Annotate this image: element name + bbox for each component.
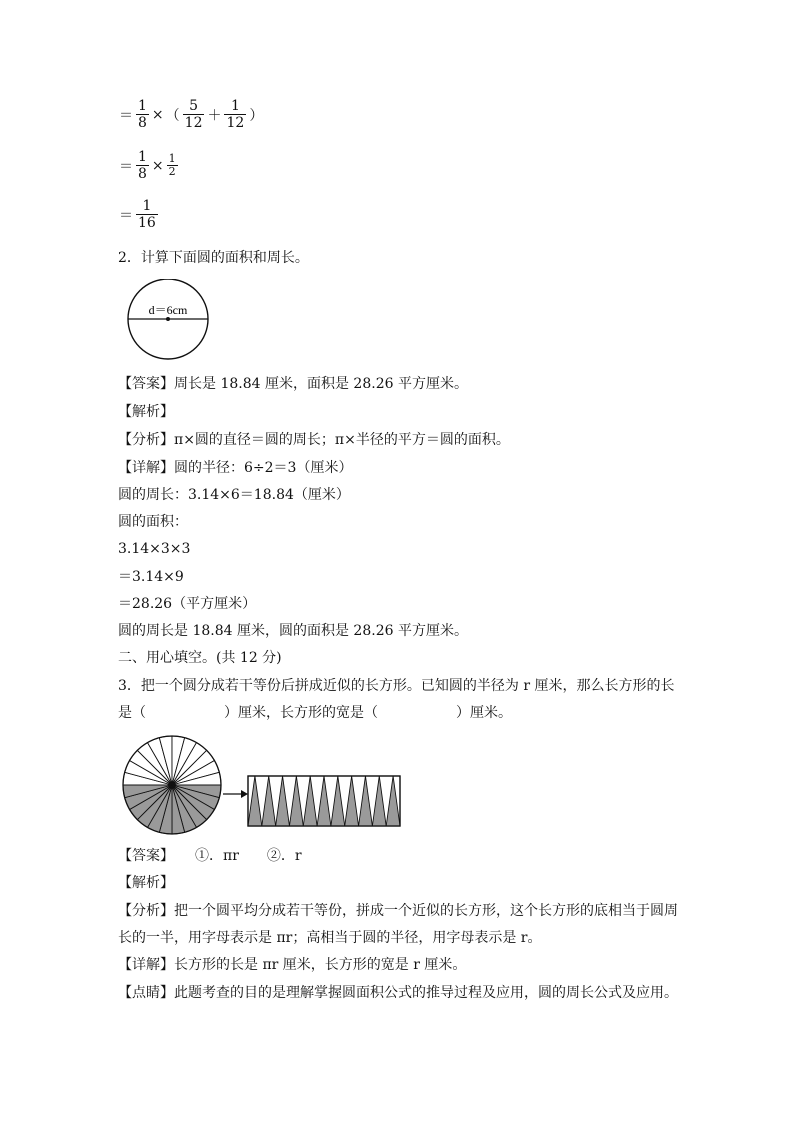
numerator: 1 [168, 152, 176, 165]
q2-answer: 【答案】周长是 18.84 厘米，面积是 28.26 平方厘米。 [118, 376, 468, 392]
equals-sign: ＝ [119, 158, 133, 175]
numerator: 1 [136, 198, 158, 215]
numerator: 5 [183, 98, 205, 115]
q3-fenxi-1: 【分析】把一个圆平均分成若干等份，拼成一个近似的长方形，这个长方形的底相当于圆周 [118, 903, 678, 919]
equals-sign: ＝ [119, 107, 133, 124]
fraction [136, 198, 158, 231]
fraction [183, 98, 205, 131]
q3-fenxi-2: 长的一半，用字母表示是 πr；高相当于圆的半径，用字母表示是 r。 [118, 930, 542, 946]
q2-step: ＝28.26（平方厘米） [118, 596, 257, 612]
numerator: 1 [224, 98, 246, 115]
math-line-2 [118, 149, 180, 182]
question-2-title: 2．计算下面圆的面积和周长。 [118, 250, 309, 266]
q3-analysis-heading: 【解析】 [118, 875, 174, 891]
fraction [167, 153, 178, 178]
q2-step: 圆的面积： [118, 514, 188, 530]
center-dot [166, 317, 170, 321]
numerator: 1 [138, 98, 147, 114]
denominator: 2 [168, 165, 176, 178]
circle-to-rectangle-figure [122, 733, 412, 837]
denominator: 8 [138, 115, 147, 131]
right-paren: ） [249, 107, 264, 124]
arrow-head [241, 790, 248, 798]
numerator: 1 [138, 149, 147, 165]
question-3-line-1: 3．把一个圆分成若干等份后拼成近似的长方形。已知圆的半径为 r 厘米，那么长方形的长 [118, 678, 675, 694]
q3-text: ）厘米。 [456, 705, 512, 721]
plus-sign: ＋ [207, 107, 222, 124]
math-line-1 [118, 98, 264, 131]
q2-step: 3.14×3×3 [118, 541, 191, 557]
q3-xiangjie: 【详解】长方形的长是 πr 厘米，长方形的宽是 r 厘米。 [118, 957, 467, 973]
denominator: 12 [226, 115, 245, 131]
q2-fenxi: 【分析】π×圆的直径＝圆的周长；π×半径的平方＝圆的面积。 [118, 432, 510, 448]
q2-step: ＝3.14×9 [118, 569, 184, 585]
times-sign: × [151, 106, 164, 123]
left-paren: （ [165, 107, 180, 124]
q2-analysis-heading: 【解析】 [118, 404, 174, 420]
denominator: 8 [138, 166, 147, 182]
fraction [136, 98, 149, 131]
q3-answer: 【答案】 ①．πr ②．r [118, 848, 302, 864]
section-2-title: 二、用心填空。(共 12 分) [118, 650, 282, 666]
q2-xiangjie: 【详解】圆的半径：6÷2＝3（厘米） [118, 460, 353, 476]
equals-sign: ＝ [119, 207, 133, 224]
fraction [224, 98, 246, 131]
times-sign: × [151, 157, 164, 174]
math-line-3 [118, 198, 160, 231]
denominator: 16 [138, 215, 156, 231]
fraction [136, 149, 149, 182]
q3-text: ）厘米，长方形的宽是（ [224, 705, 378, 721]
q2-step: 圆的周长：3.14×6＝18.84（厘米） [118, 487, 350, 503]
diameter-label: d＝6cm [148, 303, 188, 317]
question-3-line-2 [118, 703, 512, 723]
denominator: 12 [184, 115, 203, 131]
q3-dianjing: 【点睛】此题考查的目的是理解掌握圆面积公式的推导过程及应用，圆的周长公式及应用。 [118, 985, 678, 1001]
circle-diameter-figure [122, 279, 214, 361]
q2-conclusion: 圆的周长是 18.84 厘米，圆的面积是 28.26 平方厘米。 [118, 623, 468, 639]
q3-text: 是（ [118, 705, 146, 721]
